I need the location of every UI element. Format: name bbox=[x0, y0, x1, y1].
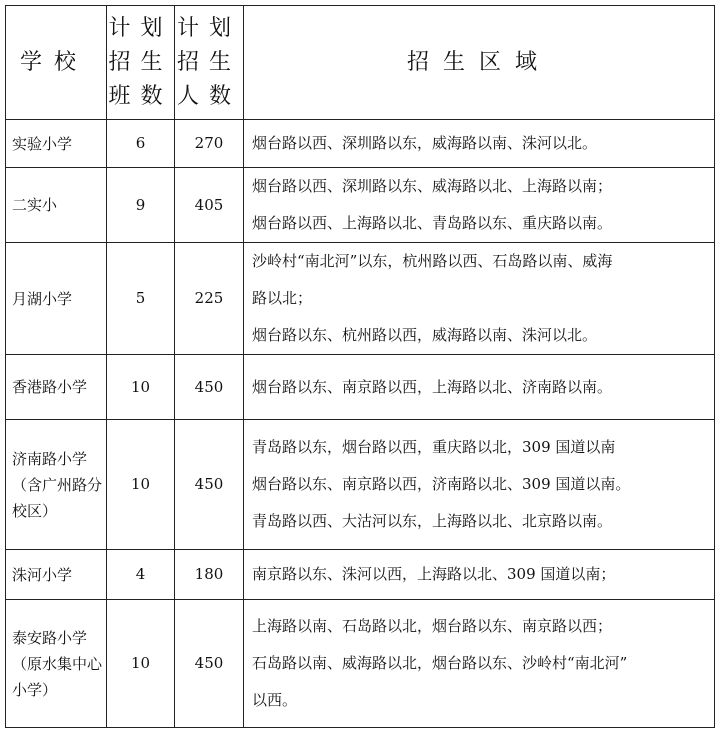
enrollment-region: 烟台路以东、南京路以西，上海路以北、济南路以南。 bbox=[244, 355, 715, 420]
school-name: 月湖小学 bbox=[6, 243, 107, 355]
school-name: 实验小学 bbox=[6, 120, 107, 168]
table-row bbox=[6, 550, 715, 600]
planned-classes: 6 bbox=[107, 120, 175, 168]
table-row bbox=[6, 355, 715, 420]
enrollment-region: 烟台路以西、深圳路以东，威海路以南、洙河以北。 bbox=[244, 120, 715, 168]
enrollment-region: 南京路以东、洙河以西，上海路以北、309 国道以南； bbox=[244, 550, 715, 600]
header-planned-classes: 计划 招生 班数 bbox=[107, 6, 175, 120]
table-row bbox=[6, 168, 715, 243]
planned-classes: 10 bbox=[107, 600, 175, 728]
planned-classes: 10 bbox=[107, 420, 175, 550]
planned-classes: 4 bbox=[107, 550, 175, 600]
table-row bbox=[6, 600, 715, 728]
table-row bbox=[6, 243, 715, 355]
planned-classes: 9 bbox=[107, 168, 175, 243]
planned-students: 180 bbox=[175, 550, 244, 600]
enrollment-region: 烟台路以西、深圳路以东、威海路以北、上海路以南； 烟台路以西、上海路以北、青岛路以东、重庆路以南。 bbox=[244, 168, 715, 243]
planned-students: 450 bbox=[175, 355, 244, 420]
table-row bbox=[6, 420, 715, 550]
planned-students: 405 bbox=[175, 168, 244, 243]
planned-classes: 5 bbox=[107, 243, 175, 355]
planned-students: 450 bbox=[175, 420, 244, 550]
planned-students: 270 bbox=[175, 120, 244, 168]
header-planned-students: 计划 招生 人数 bbox=[175, 6, 244, 120]
header-row bbox=[6, 6, 715, 120]
school-name: 洙河小学 bbox=[6, 550, 107, 600]
enrollment-region: 上海路以南、石岛路以北，烟台路以东、南京路以西； 石岛路以南、威海路以北，烟台路以东、沙岭村“南北河” 以西。 bbox=[244, 600, 715, 728]
planned-students: 225 bbox=[175, 243, 244, 355]
school-name: 二实小 bbox=[6, 168, 107, 243]
enrollment-region: 沙岭村“南北河”以东，杭州路以西、石岛路以南、威海 路以北； 烟台路以东、杭州路以西，威海路以南、洙河以北。 bbox=[244, 243, 715, 355]
header-school: 学校 bbox=[6, 6, 107, 120]
enrollment-table bbox=[5, 5, 715, 728]
school-name: 济南路小学（含广州路分校区） bbox=[6, 420, 107, 550]
planned-students: 450 bbox=[175, 600, 244, 728]
planned-classes: 10 bbox=[107, 355, 175, 420]
table-row bbox=[6, 120, 715, 168]
header-region: 招生区域 bbox=[244, 6, 715, 120]
school-name: 香港路小学 bbox=[6, 355, 107, 420]
school-name: 泰安路小学（原水集中心小学） bbox=[6, 600, 107, 728]
enrollment-region: 青岛路以东，烟台路以西，重庆路以北，309 国道以南 烟台路以东、南京路以西，济南路以北、309 国道以南。 青岛路以西、大沽河以东，上海路以北、北京路以南。 bbox=[244, 420, 715, 550]
